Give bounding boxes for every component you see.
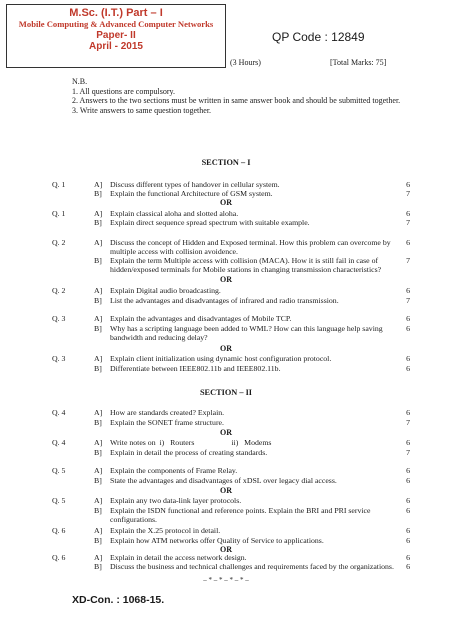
- part-label: B]: [94, 296, 102, 305]
- question-marks: 6: [406, 286, 410, 295]
- question-text: Why has a scripting language been added to WML? How can this language help saving bandwidth and reducing delay?: [110, 324, 383, 342]
- question-number: Q. 1: [52, 209, 66, 218]
- or-divider: OR: [220, 275, 232, 284]
- question-text: Explain Digital audio broadcasting.: [110, 286, 221, 295]
- total-marks: [Total Marks: 75]: [330, 58, 387, 67]
- instructions-title: N.B.: [72, 77, 88, 86]
- part-label: A]: [94, 526, 103, 535]
- part-label: A]: [94, 180, 103, 189]
- part-label: A]: [94, 466, 103, 475]
- part-label: B]: [94, 256, 102, 265]
- question-text: Discuss different types of handover in cellular system.: [110, 180, 280, 189]
- part-label: B]: [94, 562, 102, 571]
- or-divider: OR: [220, 198, 232, 207]
- question-marks: 6: [406, 506, 410, 515]
- question-marks: 6: [406, 209, 410, 218]
- question-marks: 7: [406, 418, 410, 427]
- question-marks: 7: [406, 189, 410, 198]
- part-label: B]: [94, 506, 102, 515]
- section-heading: SECTION – I: [201, 158, 251, 167]
- question-number: Q. 5: [52, 496, 66, 505]
- qp-code: QP Code : 12849: [272, 30, 365, 44]
- question-text: Explain the ISDN functional and reference points. Explain the BRI and PRI service configurations.: [110, 506, 371, 524]
- course-title: M.Sc. (I.T.) Part – I: [69, 7, 163, 19]
- exam-code-footer: XD-Con. : 1068-15.: [72, 594, 165, 606]
- part-label: A]: [94, 408, 103, 417]
- instructions: [72, 77, 412, 115]
- part-label: B]: [94, 189, 102, 198]
- question-marks: 7: [406, 296, 410, 305]
- question-marks: 6: [406, 354, 410, 363]
- question-marks: 6: [406, 180, 410, 189]
- question-marks: 6: [406, 536, 410, 545]
- part-label: A]: [94, 238, 103, 247]
- question-marks: 6: [406, 526, 410, 535]
- instruction-item: 2. Answers to the two sections must be written in same answer book and should be submitted together.: [72, 96, 401, 105]
- question-text: Explain in detail the process of creating standards.: [110, 448, 268, 457]
- subject-title: Mobile Computing & Advanced Computer Networks: [18, 18, 214, 29]
- section-heading: SECTION – II: [199, 388, 253, 397]
- question-number: Q. 1: [52, 180, 66, 189]
- question-text: Explain the functional Architecture of GSM system.: [110, 189, 273, 198]
- question-marks: 6: [406, 364, 410, 373]
- or-divider: OR: [220, 344, 232, 353]
- question-marks: 6: [406, 553, 410, 562]
- question-text: Explain the components of Frame Relay.: [110, 466, 238, 475]
- part-label: A]: [94, 286, 103, 295]
- part-label: A]: [94, 553, 103, 562]
- part-label: B]: [94, 218, 102, 227]
- question-number: Q. 4: [52, 408, 66, 417]
- or-divider: OR: [220, 486, 232, 495]
- part-label: A]: [94, 438, 103, 447]
- exam-date: April - 2015: [89, 41, 143, 53]
- question-text: Explain any two data-link layer protocols.: [110, 496, 242, 505]
- question-text: List the advantages and disadvantages of infrared and radio transmission.: [110, 296, 339, 305]
- question-text: Explain in detail the access network design.: [110, 553, 247, 562]
- part-label: A]: [94, 496, 103, 505]
- paper-header-box: [6, 4, 226, 68]
- question-number: Q. 2: [52, 286, 66, 295]
- question-marks: 7: [406, 256, 410, 265]
- paper-number: Paper- II: [96, 29, 136, 41]
- question-number: Q. 2: [52, 238, 66, 247]
- question-text: Discuss the concept of Hidden and Exposed terminal. How this problem can overcome by multiple access with collision avoidence.: [110, 238, 391, 256]
- part-label: A]: [94, 209, 103, 218]
- question-marks: 6: [406, 496, 410, 505]
- part-label: A]: [94, 354, 103, 363]
- or-divider: OR: [220, 428, 232, 437]
- part-label: B]: [94, 448, 102, 457]
- question-text: Explain the term Multiple access with collision (MACA). How it is still fail in case of hidden/exposed terminals for Mobile stations in changing transmission characteristics?: [110, 256, 382, 274]
- question-marks: 6: [406, 438, 410, 447]
- question-text: Explain how ATM networks offer Quality of Service to applications.: [110, 536, 324, 545]
- question-marks: 6: [406, 466, 410, 475]
- question-text: Explain the SONET frame structure.: [110, 418, 224, 427]
- question-text: Differentiate between IEEE802.11b and IEEE802.11b.: [110, 364, 281, 373]
- question-number: Q. 6: [52, 553, 66, 562]
- question-number: Q. 6: [52, 526, 66, 535]
- question-text: State the advantages and disadvantages of xDSL over legacy dial access.: [110, 476, 337, 485]
- instruction-item: 1. All questions are compulsory.: [72, 86, 176, 96]
- question-text: Discuss the business and technical challenges and requirements faced by the organizations.: [110, 562, 394, 571]
- question-marks: 6: [406, 314, 410, 323]
- or-divider: OR: [220, 545, 232, 554]
- question-number: Q. 5: [52, 466, 66, 475]
- question-marks: 6: [406, 238, 410, 247]
- part-label: B]: [94, 364, 102, 373]
- question-marks: 7: [406, 218, 410, 227]
- question-text: Explain direct sequence spread spectrum with suitable example.: [110, 218, 310, 227]
- part-label: B]: [94, 476, 102, 485]
- end-marker: – * – * – * – * –: [203, 576, 249, 584]
- question-text: Write notes on i) Routers ii) Modems: [110, 438, 272, 447]
- part-label: A]: [94, 314, 103, 323]
- question-number: Q. 4: [52, 438, 66, 447]
- question-text: Explain classical aloha and slotted aloha.: [110, 209, 239, 218]
- part-label: B]: [94, 324, 102, 333]
- question-text: Explain the X.25 protocol in detail.: [110, 526, 221, 535]
- question-number: Q. 3: [52, 314, 66, 323]
- question-marks: 6: [406, 476, 410, 485]
- question-marks: 6: [406, 324, 410, 333]
- instruction-item: 3. Write answers to same question together.: [72, 105, 212, 115]
- part-label: B]: [94, 418, 102, 427]
- exam-duration: (3 Hours): [230, 58, 261, 67]
- question-marks: 7: [406, 448, 410, 457]
- question-marks: 6: [406, 562, 410, 571]
- question-text: Explain the advantages and disadvantages of Mobile TCP.: [110, 314, 292, 323]
- question-number: Q. 3: [52, 354, 66, 363]
- question-text: Explain client initialization using dynamic host configuration protocol.: [110, 354, 332, 363]
- part-label: B]: [94, 536, 102, 545]
- question-marks: 6: [406, 408, 410, 417]
- question-text: How are standards created? Explain.: [110, 408, 225, 417]
